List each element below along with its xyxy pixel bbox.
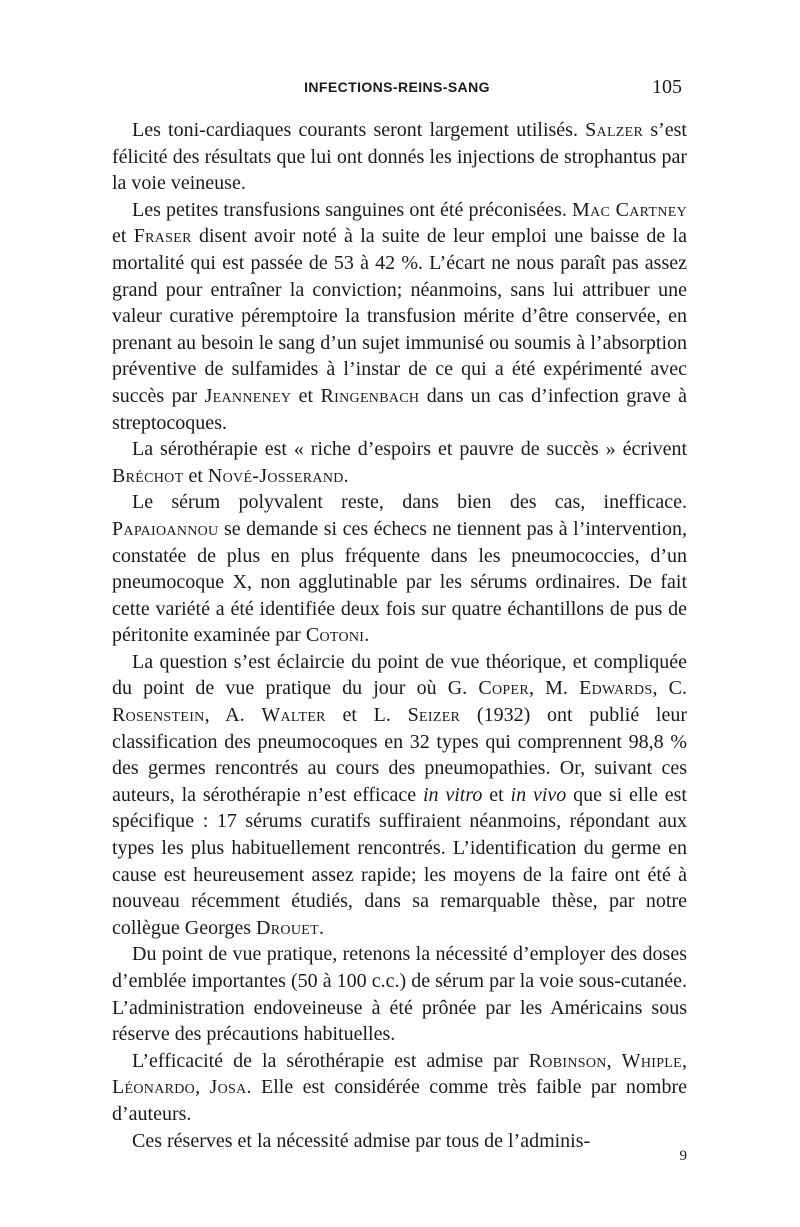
text-run: ,	[606, 1049, 622, 1072]
author-name: Edwards	[579, 677, 653, 700]
text-run: disent avoir noté à la suite de leur emploi une baisse de la mortalité qui est passée de 53 à 42 %. L’écart ne nous paraît pas assez grand pour entraîner la conviction; néanmoins, sans lui attribuer une valeur curative péremptoire la transfusion mérite d’être conservée, en prenant au besoin le sang d’un sujet immunisé ou soumis à l’absorption préventive de sulfamides à l’instar de ce qui a été expérimenté avec succès par	[112, 225, 687, 407]
text-run: ,	[682, 1049, 688, 1072]
author-name: Ringenbach	[320, 384, 420, 407]
paragraph	[112, 941, 687, 1047]
author-name: Léonardo	[112, 1076, 196, 1099]
paragraph	[112, 117, 687, 197]
author-name: Cotoni	[305, 624, 365, 647]
text-run: (1932) ont publié leur classification des pneumocoques en 32 types qui comprennent 98,8 % des germes rencontrés au cours des pneumopathies. Or, suivant ces auteurs, la sérothérapie n’est efficace	[112, 704, 687, 806]
paragraph	[112, 1128, 687, 1155]
text-run: Les petites transfusions sanguines ont été préconisées.	[132, 198, 573, 221]
running-head: INFECTIONS-REINS-SANG	[304, 79, 490, 95]
text-run: .	[364, 624, 370, 647]
page-number: 105	[652, 76, 682, 98]
paragraph	[112, 489, 687, 649]
text-run: , M.	[528, 677, 580, 700]
text-run: que si elle est spécifique : 17 sérums curatifs suffiraient néanmoins, répondant aux types les plus habituellement rencontrés. L’identification du germe en cause est heureusement assez rapide; les moyens de la faire ont été à nouveau récemment étudiés, dans sa remarquable thèse, par notre collègue Georges	[112, 783, 687, 939]
text-run: dans un cas d’infection grave à streptocoques.	[112, 384, 688, 434]
text-run: Du point de vue pratique, retenons la nécessité d’employer des doses d’emblée importantes (50 à 100 c.c.) de sérum par la voie sous-cutanée. L’administration endoveineuse à été prônée par les Américains sous réserve des précautions habituelles.	[112, 943, 687, 1046]
author-name: Papaioannou	[112, 517, 219, 540]
author-name: Coper	[478, 677, 529, 700]
author-name: Nové-Josserand	[207, 464, 344, 487]
text-run: et	[291, 384, 321, 407]
paragraph	[112, 649, 687, 942]
text-run: , A.	[204, 704, 262, 727]
author-name: Seizer	[407, 704, 461, 727]
page-header	[112, 76, 682, 100]
author-name: Josa	[209, 1076, 247, 1099]
author-name: Mac Cartney	[572, 198, 687, 221]
text-run: et	[482, 783, 511, 806]
text-run: Le sérum polyvalent reste, dans bien des cas, inefficace.	[132, 491, 687, 514]
paragraph	[112, 197, 687, 436]
text-run: La sérothérapie est « riche d’espoirs et pauvre de succès » écrivent	[132, 438, 687, 461]
author-name: Bréchot	[112, 464, 184, 487]
author-name: Robinson	[528, 1049, 607, 1072]
text-run: .	[318, 916, 324, 939]
text-run: L’efficacité de la sérothérapie est admise par	[132, 1049, 529, 1072]
text-run: Ces réserves et la nécessité admise par tous de l’adminis-	[132, 1129, 591, 1152]
text-run: .	[343, 464, 349, 487]
text-run: La question s’est éclaircie du point de vue théorique, et compliquée du point de vue pratique du jour où G.	[112, 650, 687, 700]
author-name: Drouet	[256, 916, 319, 939]
text-run: s’est félicité des résultats que lui ont donnés les injections de strophantus par la voie veineuse.	[112, 119, 687, 195]
italic-term: in vitro	[422, 783, 483, 806]
body-text	[112, 117, 687, 1154]
text-run: et	[112, 225, 134, 248]
text-run: , C.	[652, 677, 687, 700]
paragraph	[112, 1048, 687, 1128]
printer-signature-mark: 9	[679, 1148, 687, 1164]
author-name: Salzer	[585, 119, 644, 141]
text-run: et	[183, 464, 208, 487]
italic-term: in vivo	[510, 783, 567, 806]
author-name: Walter	[261, 704, 326, 727]
author-name: Fraser	[133, 225, 192, 248]
text-run: se demande si ces échecs ne tiennent pas à l’intervention, constatée de plus en plus fréquente dans les pneumococcies, d’un pneumocoque X, non agglutinable par les sérums ordinaires. De fait cette variété a été identifiée deux fois sur quatre échantillons de pus de péritonite examinée par	[112, 517, 687, 647]
text-run: Les toni-cardiaques courants seront largement utilisés.	[132, 119, 586, 141]
paragraph	[112, 436, 687, 489]
text-run: ,	[195, 1076, 210, 1099]
text-run: et L.	[325, 704, 408, 727]
author-name: Rosenstein	[112, 704, 205, 727]
author-name: Jeanneney	[204, 384, 292, 407]
author-name: Whiple	[621, 1049, 683, 1072]
text-run: . Elle est considérée comme très faible par nombre d’auteurs.	[112, 1076, 688, 1125]
